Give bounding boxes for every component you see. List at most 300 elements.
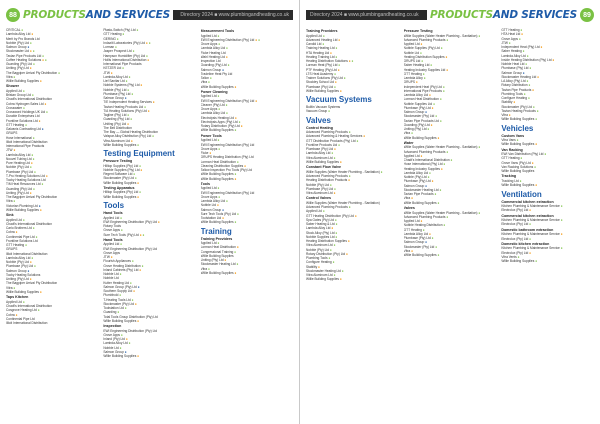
list-item: Applied Ltd ● [200,33,220,38]
right-header [306,4,594,26]
list-item: Electrolux (Pty) Ltd ● [501,208,532,213]
list-item: Applied Ltd ● [403,42,423,47]
list-item: Willie Building Supplies ● [103,180,140,185]
list-item: Rotary Distribution ● [501,83,531,88]
list-item: Advanced Plumbing Products ● [306,130,351,135]
list-item: EWI Engineering Distribution (Pty) Ltd ● [200,98,258,103]
list-item: Plumbhold ● [103,293,122,298]
list-item: Applied Ltd ● [200,241,220,246]
subheading: Van Racking [501,147,523,152]
list-item: Advanced Plumbing Products ● [403,214,449,219]
list-item: Plumbase (Pty) Ltd ● [501,66,532,71]
list-item: Nobble Heat Ltd ● [501,62,528,66]
list-item: GTT Heating ● [403,227,425,232]
list-item: Willie Building Supplies [501,169,535,174]
list-item: Saber Heating & Ltd ● [306,222,338,227]
list-item: Tagline (Pty) Ltd ● [103,113,130,117]
list-item: Nobble Supplies (Pty) Ltd ● [403,46,443,51]
list-item: Stockmaster Heating Ltd ● [403,187,442,192]
list-item: Stability ● [306,264,320,269]
list-item: Applied Ltd ● [200,138,220,143]
list-item: Lambda Alloy Ltd ● [103,74,131,79]
list-item: Stockmaster (Pty) Ltd ● [501,104,535,109]
subheading: Pressure Testing [103,159,133,163]
list-item: Vitra ● [6,199,16,204]
list-item: PTF Heating (Pty) Ltd ● [306,67,340,72]
list-item: Grove Apps ● [200,194,221,199]
subheading: Training Providers [306,29,338,33]
list-item: EWI Engineering Distribution (Pty) Ltd [200,142,255,147]
list-item: Guarding (Pty) Ltd ● [6,62,35,66]
list-item: JTW ● [103,255,113,260]
list-item: GERING ● [103,36,119,41]
list-item: T/A Heating Solutions (Pty) Ltd ● [103,108,150,113]
list-item: Tavian Pipe Products ● [501,87,535,92]
list-item: Willie Building Supplies ● [200,176,237,181]
list-item: JTW ● [103,70,113,75]
subheading: Pressure Testing [403,29,433,33]
list-item: Advanced Heating Ltd ● [306,37,341,42]
list-item: EWI Van Distribution (Pty) Ltd ● [501,152,547,157]
list-item: Rotary Distribution (Pty) Ltd ● [200,124,243,129]
list-item: Lambda Alloy Ltd ● [200,199,228,204]
list-item: Plumbase (Pty) Ltd ● [103,91,134,96]
list-item: Stability ● [501,100,516,105]
list-item: Willie Building Supplies ● [200,84,237,89]
list-item: Hose International (Pty) Ltd ● [403,162,446,167]
list-item: Flourish Appliances ● [103,259,134,264]
list-item: Victorian Plumbing Ltd ● [6,203,41,208]
subheading: Custom Vans [501,133,525,138]
list-item: Plumbing Tools ● [501,91,526,96]
list-item: Cleaning Distribution Supplies ● [200,163,247,168]
list-item: Grove Apps [103,250,120,255]
list-item: Vitra ● [200,266,210,271]
list-item: Stockmaster (Pty) Ltd ● [403,244,438,249]
list-item: Applied Ltd ● [6,217,25,222]
list-item: Salmon Group ● [103,96,127,100]
list-item: Hollis International Distribution ● [103,57,150,62]
list-item: Heating Industry Supplies ● [403,166,443,171]
list-item: Indaziti Laboratories (Pty) Ltd ● ● [103,40,151,45]
list-item: Salmon Group ● [403,240,428,245]
list-item: Grove Apps ● [103,228,123,233]
list-item: The Bell Distribution [103,125,132,130]
list-item: Stockmaster Heating Ltd ● [306,268,344,273]
list-item: Advanced Plumbing Products ● [403,149,449,154]
list-item: Willie Building Supplies ● [6,79,42,83]
list-item: EWI Engineering Distribution (Pty) Ltd ● [103,219,160,224]
list-item: Cleaner (Pty) Ltd ● [200,102,228,107]
list-item: Heating Distribution Products ● [306,178,351,183]
list-item: Vitra ● [6,74,16,79]
list-item: GTT Distribution Products (Pty) Ltd ● [306,138,359,143]
list-item: Wahl Heating Ltd ● [200,54,228,59]
list-item: Willie Building Supplies ● [200,220,237,225]
list-item: T-Heating Tools Ltd ● [103,297,134,302]
subheading: Measurement Tools [200,29,235,33]
list-item: Nobble Ltd [103,276,119,281]
list-item: Trainer Solutions (Pty) Ltd ● [306,76,346,81]
list-item: Uniting (Pty) Ltd ● [6,277,32,282]
list-item: Vitra ● [200,80,210,85]
list-item: Grove Vans (Pty) Ltd ● [501,160,534,165]
list-item: Guarding (Pty) Ltd ● [200,63,230,68]
list-item: Grove Apps ● [200,107,221,112]
title-and-services: AND SERVICES [85,9,170,21]
list-item: T/M Heat Resources Ltd ● [6,182,44,187]
subheading: Power Cleaning [200,89,228,94]
list-item: Illicit International Distribution [6,139,48,144]
list-item: GRUPS [6,247,18,252]
section-heading: Valves [306,115,331,125]
list-item: Plasto-Switch (Pty) Ltd ● [103,28,139,32]
right-page [300,0,600,424]
list-item: Lief Sanitar Ltd ● [103,79,128,83]
list-item: Cobra ● [6,230,18,235]
subheading: Inspection [103,324,122,329]
list-item: GTT Heating ● [501,28,523,32]
list-item: Willie Building Supplies ● [403,135,440,140]
list-item: Grove Apps ● [200,146,221,151]
list-item: Heating Distribution Supplies ● [306,239,350,244]
list-item: Builtin Vacuum Systems [306,105,341,110]
list-item: Stockley School Ltd ● [306,80,337,85]
list-item: The Bagpiper Arrival Pty Distribution [6,195,58,200]
list-item: Fluke Heating Ltd [200,50,226,55]
list-item: LTS Heat Academy ● [306,71,337,76]
list-item: Salmon Group ● [200,67,225,72]
list-item: Willie Building Supplies ● [200,270,237,275]
list-item: Rotary Tools [103,224,121,229]
list-item: Willie Building Supplies ● [403,200,440,205]
list-item: EWI Engineering Distribution (Pty) Ltd [200,190,255,195]
list-item: Configure Heating ● [501,96,530,100]
list-item: Nobble (Pty) Ltd ● [306,247,332,252]
list-item: Willie Building Supplies ● [501,142,538,147]
list-item: Galvanis Contracting Ltd ● [6,127,44,132]
list-item: Hampson Humidifier (Pty) Ltd ● [103,53,148,58]
list-item: Lorman Heat (Pty) Ltd ● [306,63,341,68]
list-item: Carlo Brothers Ltd ● [6,226,35,231]
list-item: Vitra Aluminum Ltd ● [306,155,336,160]
right-col-2 [404,28,497,420]
list-item: Lambda Alloy ● [403,76,426,81]
list-item: Applied Ltd ● [200,186,220,191]
list-item: Electrolysis Apps (Pty) Ltd ● [200,119,241,124]
subheading: Hand Tools [103,210,123,215]
list-item: Plumbase (Pty) Ltd ● [6,264,36,269]
list-item: Uniting (Pty) Ltd ● [200,258,227,263]
list-item: Willie Supplies (Water Heater Plumbing - Sanitation) ● [403,33,481,38]
list-item: Applied Ltd ● [306,209,325,214]
subheading: Valves [403,205,415,210]
list-item: Vitra Aluminum Ltd ● [306,273,336,278]
left-col-3 [201,28,293,420]
list-item: Plumbase (Pty) Ltd ● [306,186,336,191]
list-item: Saber Heating ● [501,49,525,54]
list-item: Lambda Alloy Ltd ● [403,93,431,98]
right-header-title [430,9,577,21]
list-item: Cobra Hydrogen Sales Ltd ● [6,101,47,106]
list-item: Nobble (Pty) Ltd ● [403,175,430,180]
list-item: Hose International ● [6,135,35,140]
list-item: Salmon Group ● [501,70,525,75]
list-item: Nobble (Pty) Ltd ● [6,260,32,265]
section-heading: Vacuum Systems [306,95,372,105]
list-item: Vitra Aluminum Ltd ● [306,243,336,248]
list-item: Kitchen Plumbing & Maintenance Service ● [501,204,563,209]
list-item: Electrolux (Pty) Ltd ● [501,222,532,227]
list-item: Willie Building Supplies ● [501,117,538,122]
list-item: Tavian Heating Products ● [501,108,539,113]
title-products: PRODUCTS [430,9,493,21]
list-item: Willie Building Supplies ● [6,207,42,212]
list-item: Applied Ltd ● [200,94,220,99]
list-item: Lambda Alloy Ltd ● [200,46,228,51]
list-item: Applied Ltd ● [103,242,123,247]
list-item: Electrolux (Pty) Ltd ● [501,250,532,255]
right-col-3 [501,28,594,420]
list-item: Heating Training Ltd ● [306,54,338,59]
list-item: Plumbase (Pty) Ltd ● [403,236,434,241]
list-item: EWI Engineering Distribution (Pty) Ltd [103,328,158,333]
subheading: Tracking [501,174,517,179]
section-heading: Testing Equipment [103,149,175,158]
left-header-title [23,9,170,21]
right-page-columns [306,28,594,420]
list-item: Lambda Alloy Ltd ● [6,255,34,260]
list-item: Plumbase (Pty) Ltd ● [6,169,36,174]
list-item: Pure Heating Ltd ● [6,161,33,166]
list-item: Van Racking Solutions ● [501,164,537,169]
list-item: Vitra Vans ● [501,138,519,143]
list-item: Willie Building Supplies ● [103,194,140,199]
list-item: Nobble Supplies (Pty) Ltd ● [103,167,143,172]
list-item: Kutter Heating Ltd ● [103,280,132,285]
list-item: Configure Heating ● [306,260,335,265]
subheading: Taps Kitchen [6,295,29,300]
list-item: Chadt's International Distribution [6,221,52,226]
list-item: Uniting (Pty) Ltd ● [103,121,130,126]
subheading: Sink [6,213,14,218]
list-item: Advanced Plumbing Products ● [306,205,351,210]
list-item: CRITICAL ● [6,28,24,32]
list-item: Rotary Distribution (Pty) Ltd ● [306,251,348,256]
list-item: Grove Apps ● [200,42,221,47]
list-item: Tavian Pipe Products Ltd ● [403,118,442,123]
list-item: Nouvel Tubing Ltd ● [6,156,35,161]
list-item: Willie Supplies (Water Heater Plumbing - Sanitation) ● [306,169,383,174]
list-item: Sure Tech Tools (Pty) Ltd ● ● [103,232,145,237]
list-item: Congressional Training ● [200,249,237,254]
list-item: Guarding (Pty) Ltd ● [6,186,35,191]
list-item: Applied Ltd ● [6,88,25,93]
subheading: Commercial kitchen extraction [501,199,554,204]
subheading: Domestic kitchen extraction [501,241,550,246]
list-item: Salmon Group ● [403,110,428,115]
list-item: Lambda Alloy Ltd ● [6,152,34,157]
list-item: Willie Building Supplies ● [200,172,237,177]
list-item: Regent Software Ltd ● [103,172,136,177]
list-item: Illicit International Distribution [6,321,48,326]
list-item: Stockmaster Heating Ltd ● [501,74,540,79]
list-item: Salmon Group ● [103,349,127,354]
list-item: EWI Engineering Distribution (Pty) Ltd ● ● [200,37,260,42]
list-item: Lambda Alloy Ltd ● [306,226,334,231]
list-item: GTT Heating ● [501,156,523,161]
list-item: Lorman ● [103,45,117,49]
list-item: Stockmaster (Pty) Ltd ● [103,301,137,306]
list-item: Willie Building Supplies ● [200,128,237,133]
subheading: Tools [200,181,210,186]
list-item: Vacuum Group ● [306,109,331,114]
list-item: Willie Building Supplies ● [103,318,140,323]
list-item: GRUPS Ltd ● [403,59,424,64]
list-item: Nobble Ltd ● [103,345,122,350]
list-item: Applied Ltd ● [6,299,25,304]
list-item: Stockmaster (Pty) Ltd ● [403,114,438,119]
list-item: Applied Ltd ● [403,219,423,224]
list-item: Willie Building Supplies ● [501,259,538,264]
list-item: Tooby Heating Solutions Ltd [6,178,46,183]
list-item: International Pipe Products [103,62,142,66]
list-item: Jasper Prospect Ltd ● [103,49,135,54]
title-and-services: AND SERVICES [492,9,577,21]
list-item: Independent Heat (Pty) Ltd ● [403,84,445,89]
list-item: Heating Industry Supplies Ltd ● [403,67,449,72]
list-item: GRUPS Heating Distribution (Pty) Ltd [200,155,254,160]
list-item: Willie Building Supplies ● [103,142,140,147]
list-item: Lorman Heat Distribution ● [200,159,239,164]
list-item: Tavian Pipe Products ● [403,192,437,197]
list-item: Vitra ● [403,248,413,253]
list-item: EWI Engineering Distribution (Pty) Ltd [103,246,158,251]
left-col-1 [6,28,98,420]
list-item: KETZER Ltd ● [103,66,125,71]
list-item: Lambda Alloy Ltd ● [306,151,334,156]
list-item: Southern Supply Ltd ● [103,289,136,294]
list-item: Crosswater ● [6,105,25,110]
list-item: Stock Alloy (Pty) Ltd ● [306,230,338,235]
list-item: Continental Pipe Ltd [6,316,35,321]
list-item: Willie Building Supplies ● [501,183,538,188]
list-item: Advanced Plumbing & Heating Services ● [306,134,366,139]
list-item: Salmon Group ● [200,207,225,212]
subheading: Shower [6,84,19,89]
left-col-2 [103,28,195,420]
list-item: Total Tools Group Distribution (Pty) Ltd [103,314,158,319]
list-item: GRUPS [6,131,18,136]
list-item: Salmon Group (Pty) Ltd ● [103,284,140,289]
list-item: Merit by Pro Brands Ltd [6,36,40,41]
list-item: The Bagpiper Arrival Pty Distribution ● [6,70,61,75]
list-item: Lambda Alloy Ltd ● [403,170,431,175]
list-item: Lorman Heat Distribution ● [403,97,442,102]
list-item: Guarding ● [103,310,120,315]
list-item: Plumbing Tools ● [306,256,331,261]
list-item: T/E Independent Heating Services ● [103,100,155,105]
list-item: Chadt's International Distribution [6,304,52,309]
list-item: Vitra Aluminum Ltd ● [306,191,336,196]
list-item: Inland (Pty) Ltd ● [103,337,128,342]
list-item: Lambda Alloy Ltd ● [403,231,431,236]
subheading: Training Providers [200,236,233,241]
left-header [6,4,293,26]
list-item: Durable Enterprises Ltd [6,114,40,119]
list-item: Nobble Ltd ● [200,203,219,208]
list-item: Tooby Heating Solutions [6,272,41,277]
list-item: Hilltop Supplies (Pty) Ltd ● [103,163,142,168]
list-item: Fluke ● [200,151,212,156]
section-heading: Training [200,226,232,236]
list-item: Willie Supplies (Water Heater Plumbing - Sanitation) [306,200,380,205]
list-item: Chadt's International Distribution [6,97,52,102]
list-item: International Pipe Products ● [403,88,445,93]
list-item: Lambda Alloy Ltd ● [6,32,34,37]
list-item: Candid Ltd ● [306,42,325,47]
section-heading: Ventilation [501,189,542,199]
list-item: Salmon Group ● [6,268,30,273]
list-item: Vitra Aluminum Ltd ● [103,138,133,143]
list-item: Vitra Vents ● [501,254,520,259]
list-item: Stockmaster Heating Ltd ● [200,262,239,267]
list-item: Nobble (Pty) Ltd ● [6,40,32,45]
list-item: Nobble (Pty) Ltd ● [306,182,332,187]
subheading: Constant Flow Valve [306,165,341,170]
list-item: Tracking Ltd ● [501,179,522,184]
left-header-bar: Directory 2024 ■ www.plumbingandheating.co.uk [173,10,293,20]
list-item: Lambda Alloy Ltd ● [501,53,529,58]
list-item: Cobra ● [6,312,18,317]
list-item: JTW ● [6,148,16,153]
list-item: Bristan Group Ltd ● [6,93,34,98]
subheading: Power Tools [200,133,222,138]
list-item: Nobble Supplies Ltd ● [306,234,338,239]
list-item: GTT Heating ● [403,71,425,76]
list-item: Toolstation Ltd ● [103,306,127,311]
left-page-columns [6,28,293,420]
list-item: Electrolysis Heating Ltd ● [200,115,237,120]
list-item: Willie Building Supplies ● [306,277,342,282]
list-item: Plumbase (Pty) Ltd ● [306,84,336,89]
list-item: Vitra ● [6,285,16,290]
list-item: JTW ● [501,40,511,45]
list-item: GRUPS ● [403,80,418,85]
list-item: Saber Heating Ltd ● [403,63,433,68]
list-item: Nobble Ltd ● [403,50,422,55]
list-item: Guarding (Pty) Ltd ● [103,117,133,122]
list-item: Inside Heating Distribution (Pty) Ltd ● [501,57,555,62]
list-item: Vitra ● [501,113,511,117]
list-item: Toolstation Ltd ● [200,216,225,221]
subheading: Hand Tools [103,237,123,242]
list-item: T-Pro Heating Solutions Ltd ● [6,173,48,178]
list-item: Nobble Systems (Pty) Ltd ● [103,83,143,88]
list-item: Inspection Ltd [200,59,221,64]
list-item: GTT Heating ● [6,243,28,248]
list-item: Willie Building Supplies [200,253,234,258]
list-item: Heating Distribution Solutions ● ● [306,59,354,64]
list-item: Tavian Pipe Products Ltd ● [6,53,45,58]
subheading: Commercial kitchen extraction [501,213,554,218]
list-item: Uniting (Pty) Ltd ● [6,66,32,71]
list-item: Nobble Heating Distribution ● [403,223,446,228]
list-item: Continental Pipe Ltd ● [6,234,38,239]
list-item: Coffee Heating Solutions ● ● [6,57,47,62]
list-item: Training Heating Ltd ● [306,46,338,51]
list-item: Vitra ● [403,131,413,136]
